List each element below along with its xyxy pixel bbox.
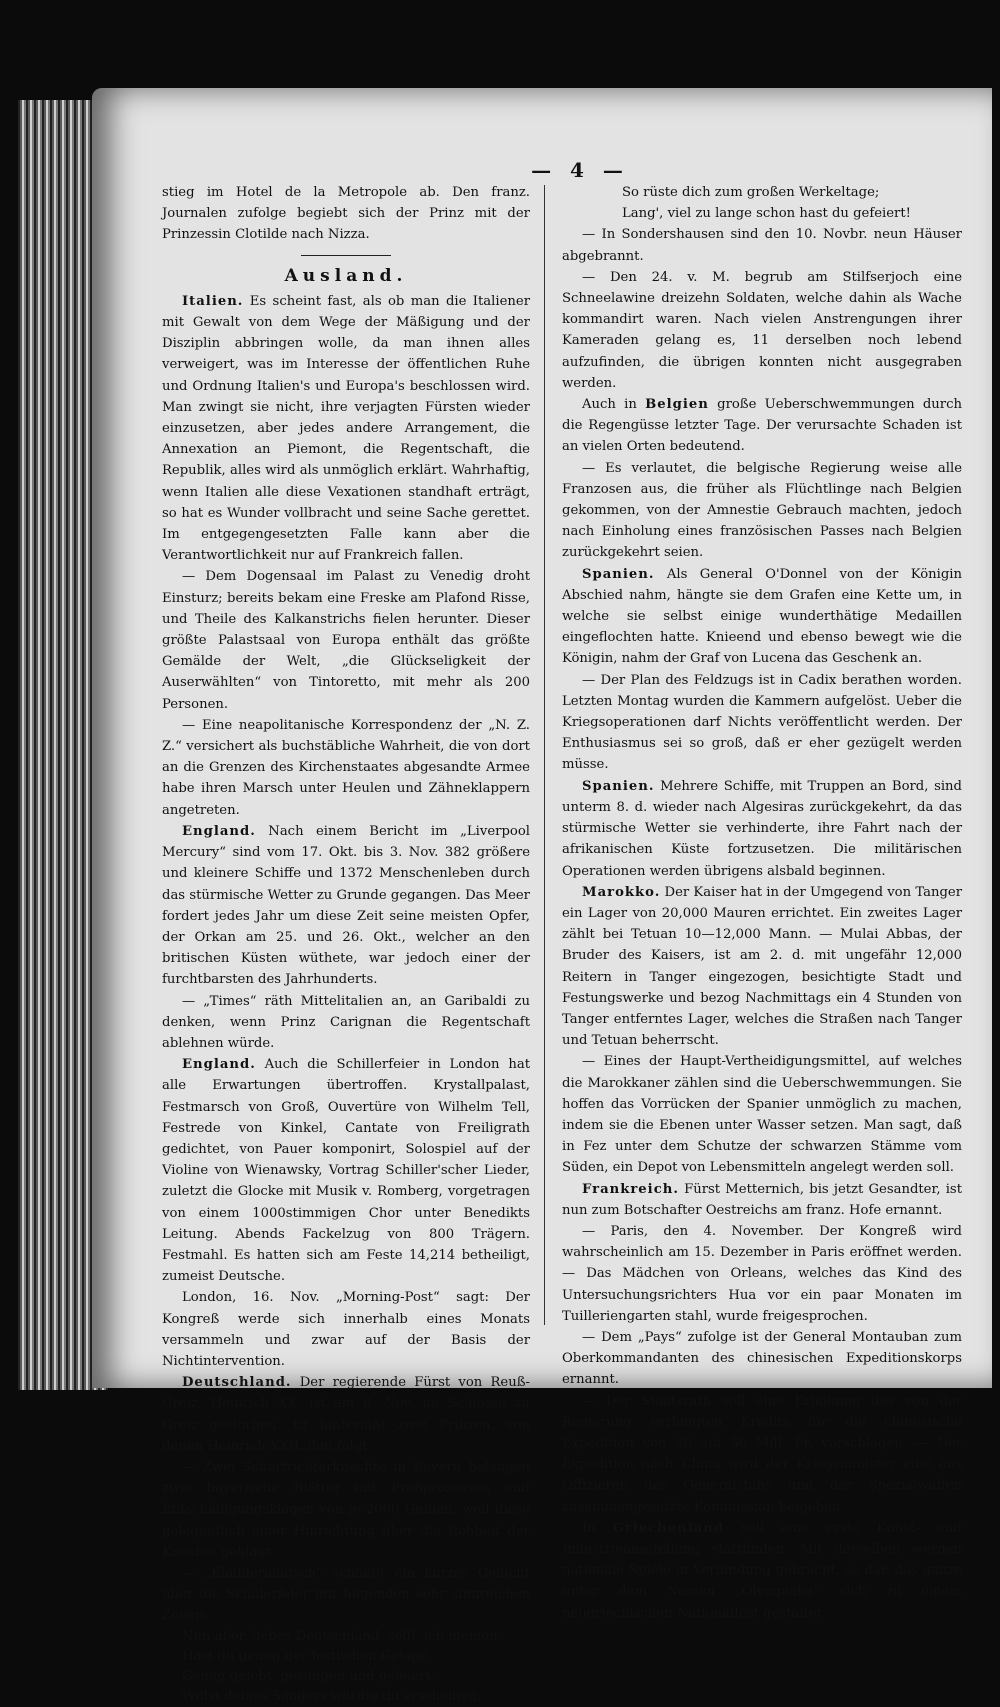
article-text: Es scheint fast, als ob man die Italiener mit Gewalt von dem Wege der Mäßigung und der Disziplin abbringen wolle, da man ihnen alles verweigert, was im Interesse der öffentlichen Ruhe und Ordnung Italien's und Europa's beschlossen wird. Man zwingt sie nicht, ihre verjagten Fürsten wieder einzusetzen, aber jedes andere Arrangement, die Annexation an Piemont, die Regentschaft, die Republik, alles wird als unmöglich erklärt. Wahrhaftig, wenn Italien alle diese Vexationen standhaft erträgt, so hat es Wunder vollbracht und seine Sache gerettet. Im entgegengesetzten Falle kann aber die Verantwortlichkeit nur auf Frankreich fallen.	[162, 293, 530, 564]
poem-continued	[562, 182, 962, 224]
country-label: Spanien.	[582, 566, 655, 582]
article-text: große Ueberschwemmungen durch die Regengüsse letzter Tage. Der verursachte Schaden ist an vielen Orten bedeutend.	[562, 397, 962, 455]
paragraph: — Zwei Scharfrichterknechte in Bayern belangen zwei bayerische Blätter mit Preßprozessen und Entschädigungsklagen von je 2000 Gulden, weil diese gelegentlich einer Hinrichtung über die Rohheit der Knechte geklagt.	[162, 1459, 530, 1560]
lead-text: Auch in	[582, 397, 637, 413]
article-text: Fürst Metternich, bis jetzt Gesandter, ist nun zum Botschafter Oestreichs am franz. Hofe ernannt.	[562, 1181, 962, 1218]
poem-line: Hast du genug der festlichen Gelage,	[182, 1648, 432, 1664]
poem-line: Nun aber, liebes Deutschland, sollt' ich meinen,	[182, 1628, 502, 1644]
paragraph: — Eine neapolitanische Korrespondenz der „N. Z. Z.“ versichert als buchstäbliche Wahrheit, die von dort an die Grenzen des Kirchenstaates abgesandte Armee habe ihren Marsch unter Heulen und Zähneklappern angetreten.	[162, 717, 530, 818]
paragraph: — „Kladderadatsch“ schließt ein kurzes Gedicht über die Schillerfeier mit folgenden sehr sinnreichen Zeilen:	[162, 1566, 530, 1624]
article-text: Nach einem Bericht im „Liverpool Mercury“ sind vom 17. Okt. bis 3. Nov. 382 größere und kleinere Schiffe und 1372 Menschenleben durch das stürmische Wetter zu Grunde gegangen. Das Meer fordert jedes Jahr um diese Zeit seine meisten Opfer, der Orkan am 25. und 26. Okt., welcher an den britischen Küsten wüthete, war jedoch einer der furchtbarsten des Jahrhunderts.	[162, 823, 530, 988]
article-deutschland	[162, 1372, 530, 1457]
article-spanien	[562, 564, 962, 670]
paragraph: — Dem Dogensaal im Palast zu Venedig droht Einsturz; bereits bekam eine Freske am Plafond Risse, und Theile des Kalkanstrichs fielen herunter. Dieser größte Palastsaal von Europa enthält das größte Gemälde der Welt, „die Glückseligkeit der Auserwählten“ von Tintoretto, mit mehr als 200 Personen.	[162, 569, 530, 712]
paragraph: — Eines der Haupt-Vertheidigungsmittel, auf welches die Marokkaner zählen sind die Ueberschwemmungen. Sie hoffen das Vorrücken der Spanier unmöglich zu machen, indem sie die Ebenen unter Wasser setzen. Man sagt, daß in Fez unter dem Schutze der schwarzen Stämme vom Süden, ein Depot von Lebensmitteln angelegt werden soll.	[562, 1054, 962, 1176]
intro-text: stieg im Hotel de la Metropole ab. Den franz. Journalen zufolge begiebt sich der Prinz mit der Prinzessin Clotilde nach Nizza.	[162, 185, 530, 243]
article-spanien-2	[562, 776, 962, 882]
article-england	[162, 821, 530, 991]
column-divider	[544, 185, 545, 1325]
poem-line: Genug gelebt, gesungen und geleiert.	[182, 1668, 435, 1684]
article-frankreich	[562, 1179, 962, 1221]
article-text: Auch die Schillerfeier in London hat alle Erwartungen übertroffen. Krystallpalast, Festmarsch von Groß, Ouvertüre von Wilhelm Tell, Festrede von Kinkel, Cantate von Freiligrath gedichtet, von Pauer komponirt, Solospiel auf der Violine von Wienawsky, Vortrag Schiller'scher Lieder, zuletzt die Glocke mit Musik v. Romberg, vorgetragen von einem 1000stimmigen Chor unter Benedikts Leitung. Abends Fackelzug von 800 Trägern. Festmahl. Es hatten sich am Feste 14,214 betheiligt, zumeist Deutsche.	[162, 1057, 530, 1285]
right-column	[562, 182, 962, 1624]
paragraph: — In Sondershausen sind den 10. Novbr. neun Häuser abgebrannt.	[562, 227, 962, 264]
article-text: Der Kaiser hat in der Umgegend von Tanger ein Lager von 20,000 Mauren errichtet. Ein zweites Lager zählt bei Tetuan 10—12,000 Mann. — Mulai Abbas, der Bruder des Kaisers, ist am 2. d. mit ungefähr 12,000 Reitern in Tanger eingezogen, besichtigte Stadt und Festungswerke und bezog Nachmittags ein 4 Stunden von Tanger entferntes Lager, welches die Straßen nach Tanger und Tetuan beherrscht.	[562, 884, 962, 1049]
lead-text: In	[582, 1520, 596, 1536]
separator-rule	[301, 255, 391, 256]
poem-line: Willst deines Sängers würdig du erscheinen,	[182, 1688, 482, 1704]
paragraph: — „Times“ räth Mittelitalien an, an Garibaldi zu denken, wenn Prinz Carignan die Regentschaft ablehnen würde.	[162, 993, 530, 1051]
poem	[162, 1627, 530, 1707]
country-label: Griechenland	[612, 1520, 725, 1536]
article-belgien	[562, 394, 962, 458]
paragraph: — Der Plan des Feldzugs ist in Cadix berathen worden. Letzten Montag wurden die Kammern aufgelöst. Ueber die Kriegsoperationen darf Nichts veröffentlicht werden. Der Enthusiasmus sei so groß, daß er eher gezügelt werden müsse.	[562, 672, 962, 773]
article-text: Als General O'Donnel von der Königin Abschied nahm, hängte sie dem Grafen eine Kette um, in welche sie selbst einige wunderthätige Medaillen eingeflochten hatte. Knieend und ebenso bewegt wie die Königin, nahm der Graf von Lucena das Geschenk an.	[562, 566, 962, 667]
country-label: Italien.	[182, 293, 244, 309]
country-label: England.	[182, 1057, 256, 1073]
country-label: Marokko.	[582, 884, 661, 900]
paragraph: — Dem „Pays“ zufolge ist der General Montauban zum Oberkommandanten des chinesischen Expeditionskorps ernannt.	[562, 1329, 962, 1388]
article-griechenland	[562, 1518, 962, 1624]
poem-line: So rüste dich zum großen Werkeltage;	[622, 185, 880, 200]
country-label: England.	[182, 823, 256, 839]
poem-line: Lang', viel zu lange schon hast du gefeiert!	[622, 206, 911, 222]
section-title: Ausland.	[284, 265, 408, 286]
article-italien	[162, 291, 530, 567]
page-number: — 4 —	[531, 158, 629, 182]
left-column	[162, 182, 530, 1707]
country-label: Spanien.	[582, 778, 655, 794]
article-text: soll eine erste Kunst- und Industrieausstellung stattfinden. Mit derselben werden nationale Spiele in Verbindung gebracht, so daß das ganze unter dem Namen „Olympiaka“ sich zu einem neugriechischen Nationalfest gestaltet.	[562, 1520, 962, 1621]
country-label: Belgien	[645, 397, 709, 413]
paragraph: — Der Staatsrath soll eine Erhöhung des von der Regierung verlangten Kredits für die chinesische Expedition von 30 auf 50 Mill. Fr. vorschlagen. — Der Expedition nach China wird der Kriegsminister eine aus Offizieren des Generalstabs und der Spezialwaffen zusammengesetzte Kommission beigeben.	[562, 1393, 962, 1515]
article-marokko	[562, 882, 962, 1052]
country-label: Deutschland.	[182, 1375, 292, 1391]
article-england-2	[162, 1054, 530, 1287]
paragraph: London, 16. Nov. „Morning-Post“ sagt: Der Kongreß werde sich innerhalb eines Monats versammeln und zwar auf der Basis der Nichtintervention.	[162, 1290, 530, 1369]
country-label: Frankreich.	[582, 1181, 679, 1197]
article-text: Mehrere Schiffe, mit Truppen an Bord, sind unterm 8. d. wieder nach Algesiras zurückgekehrt, da das stürmische Wetter sie verhinderte, ihre Fahrt nach der afrikanischen Küste fortzusetzen. Die militärischen Operationen werden übrigens alsbald beginnen.	[562, 778, 962, 879]
paragraph: — Den 24. v. M. begrub am Stilfserjoch eine Schneelawine dreizehn Soldaten, welche dahin als Wache kommandirt waren. Nach vielen Anstrengungen ihrer Kameraden gelang es, 11 derselben noch lebend aufzufinden, die übrigen konnten nicht ausgegraben werden.	[562, 269, 962, 391]
paragraph: — Paris, den 4. November. Der Kongreß wird wahrscheinlich am 15. Dezember in Paris eröffnet werden. — Das Mädchen von Orleans, welches das Kind des Untersuchungsrichters Hua vor ein paar Monaten im Tuilleriengarten stahl, wurde freigesprochen.	[562, 1223, 962, 1324]
paragraph: — Es verlautet, die belgische Regierung weise alle Franzosen aus, die früher als Flüchtlinge nach Belgien gekommen, von der Amnestie Gebrauch machten, jedoch nach Einholung eines französischen Passes nach Belgien zurückgekehrt seien.	[562, 460, 962, 561]
article-text: Der regierende Fürst von Reuß-Greiz, Heinrich XX. ist am 8. Nov. im Schlosse zu Greiz gestorben. Er hinterläßt zwei Prinzen, von denen Heinrich XXII. ihm folgt.	[162, 1375, 530, 1454]
